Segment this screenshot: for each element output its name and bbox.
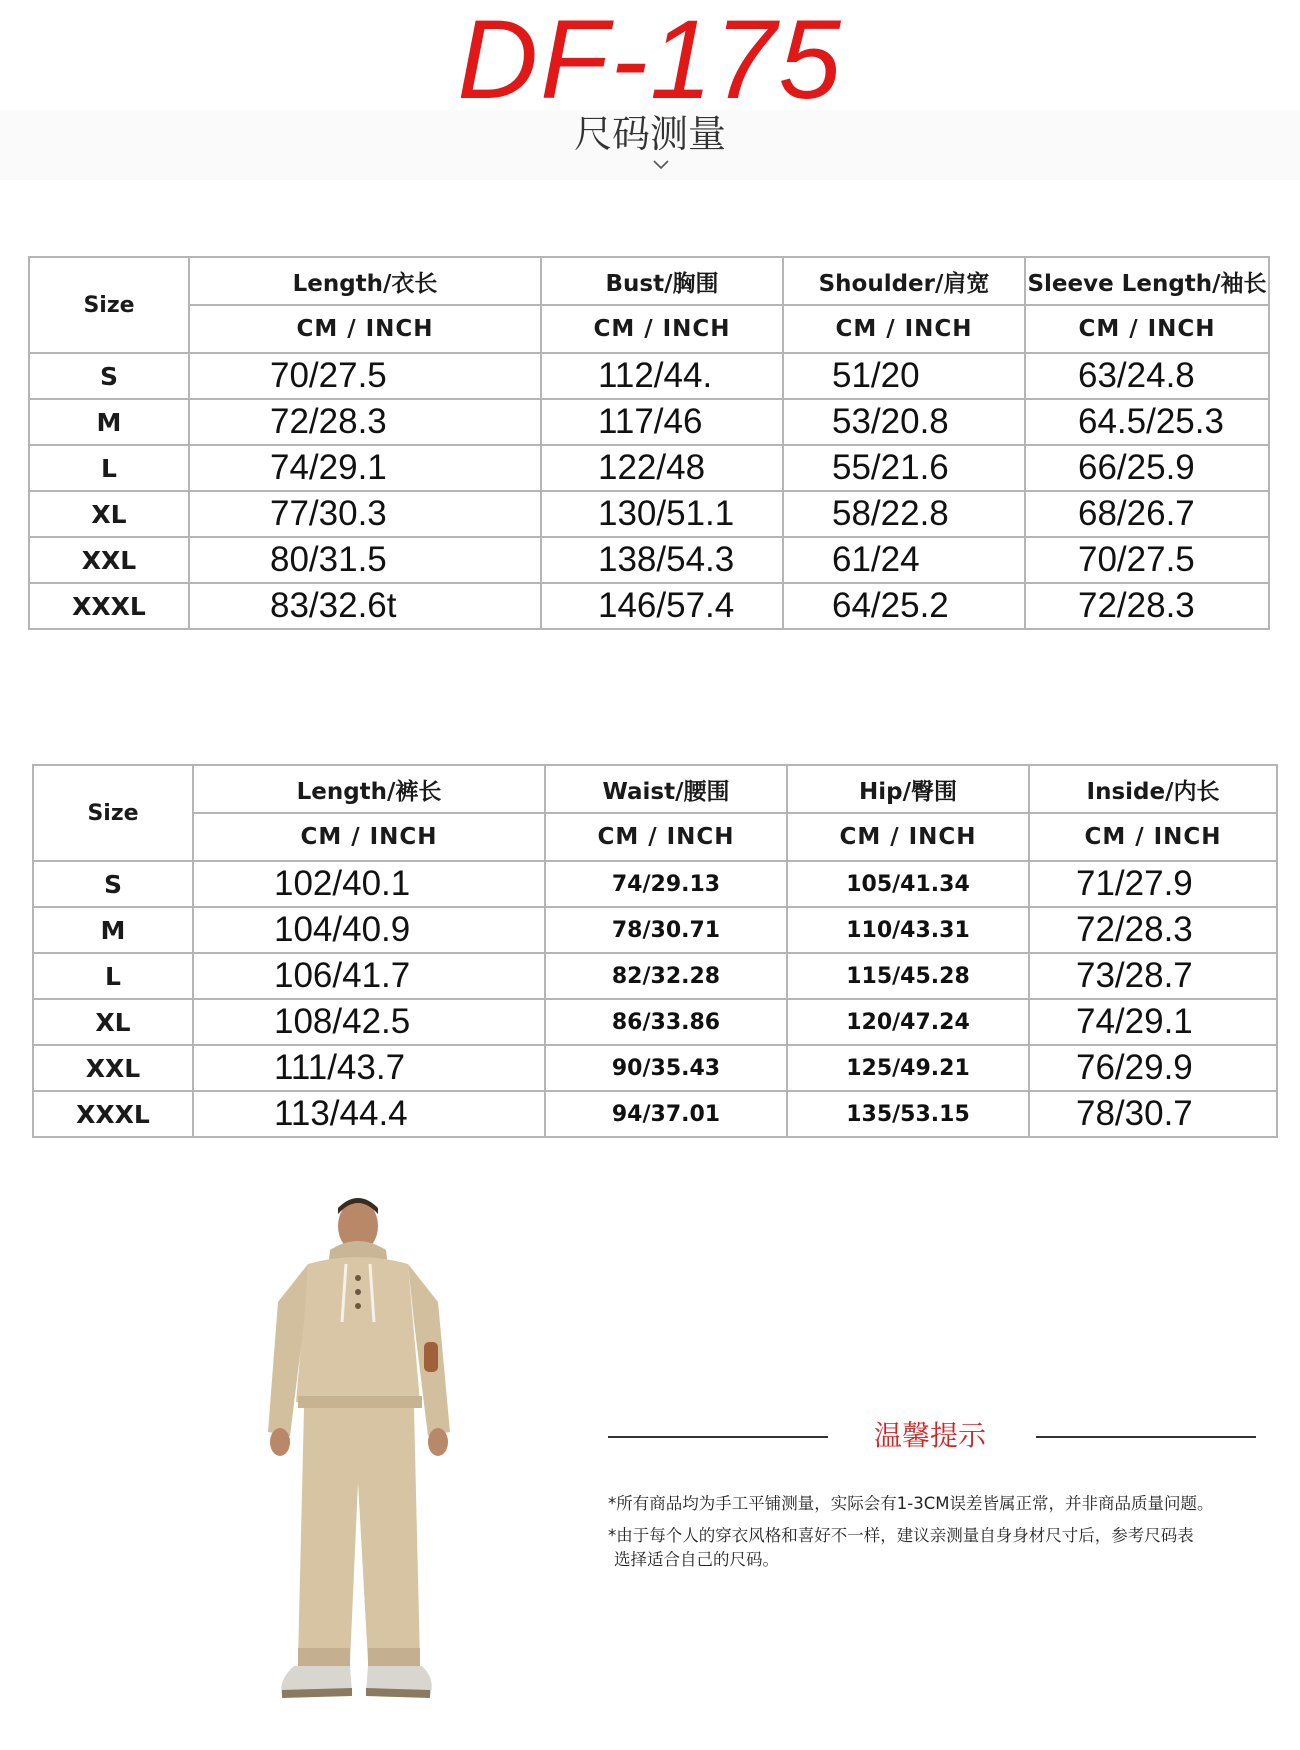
table-cell: 125/49.21 [787,1045,1029,1091]
table-cell: 110/43.31 [787,907,1029,953]
table-cell: 64/25.2 [783,583,1025,629]
size-label: S [33,861,193,907]
table-row [29,537,1269,583]
column-header: Shoulder/肩宽 [783,257,1025,305]
table-cell: 105/41.34 [787,861,1029,907]
size-label: XXXL [29,583,189,629]
size-label: M [33,907,193,953]
size-label: L [29,445,189,491]
table-cell: 58/22.8 [783,491,1025,537]
table-cell: 77/30.3 [189,491,541,537]
table-cell: 74/29.13 [545,861,787,907]
table-cell: 106/41.7 [193,953,545,999]
size-header: Size [33,765,193,861]
table-row [33,1045,1277,1091]
table-cell: 74/29.1 [1029,999,1277,1045]
table-row [33,861,1277,907]
chevron-down-icon [652,156,670,174]
table-cell: 112/44. [541,353,783,399]
size-label: XXL [33,1045,193,1091]
unit-header: CM / INCH [783,305,1025,353]
table-cell: 80/31.5 [189,537,541,583]
size-label: XXL [29,537,189,583]
table-cell: 90/35.43 [545,1045,787,1091]
size-header: Size [29,257,189,353]
table-cell: 108/42.5 [193,999,545,1045]
table-cell: 72/28.3 [189,399,541,445]
table-cell: 74/29.1 [189,445,541,491]
column-header: Length/裤长 [193,765,545,813]
column-header: Waist/腰围 [545,765,787,813]
unit-header: CM / INCH [541,305,783,353]
table-cell: 135/53.15 [787,1091,1029,1137]
column-header: Inside/内长 [1029,765,1277,813]
page-subtitle: 尺码测量 [573,112,726,156]
table-row [33,907,1277,953]
table-cell: 111/43.7 [193,1045,545,1091]
table-row [29,353,1269,399]
page-title: DF-175 [457,0,843,122]
table-cell: 146/57.4 [541,583,783,629]
column-header: Hip/臀围 [787,765,1029,813]
table-row [29,583,1269,629]
table-cell: 130/51.1 [541,491,783,537]
table-cell: 64.5/25.3 [1025,399,1269,445]
table-cell: 61/24 [783,537,1025,583]
table-row [33,1091,1277,1137]
table-cell: 78/30.71 [545,907,787,953]
table-cell: 113/44.4 [193,1091,545,1137]
size-label: L [33,953,193,999]
table-cell: 71/27.9 [1029,861,1277,907]
table-cell: 73/28.7 [1029,953,1277,999]
bottom-size-table [32,764,1278,1138]
unit-header: CM / INCH [1025,305,1269,353]
table-cell: 51/20 [783,353,1025,399]
model-photo [238,1192,478,1712]
table-cell: 72/28.3 [1029,907,1277,953]
unit-header: CM / INCH [787,813,1029,861]
column-header: Length/衣长 [189,257,541,305]
tip-line: *由于每个人的穿衣风格和喜好不一样，建议亲测量自身身材尺寸后，参考尺码表 [608,1526,1194,1545]
table-row [33,953,1277,999]
table-cell: 53/20.8 [783,399,1025,445]
table-cell: 122/48 [541,445,783,491]
unit-header: CM / INCH [545,813,787,861]
tip-line: *所有商品均为手工平铺测量，实际会有1-3CM误差皆属正常，并非商品质量问题。 [608,1494,1214,1513]
size-label: XXXL [33,1091,193,1137]
table-cell: 76/29.9 [1029,1045,1277,1091]
table-cell: 115/45.28 [787,953,1029,999]
size-label: XL [29,491,189,537]
table-cell: 66/25.9 [1025,445,1269,491]
table-cell: 70/27.5 [189,353,541,399]
table-row [33,999,1277,1045]
table-cell: 120/47.24 [787,999,1029,1045]
table-cell: 102/40.1 [193,861,545,907]
table-cell: 70/27.5 [1025,537,1269,583]
table-row [29,445,1269,491]
table-cell: 138/54.3 [541,537,783,583]
unit-header: CM / INCH [1029,813,1277,861]
size-label: XL [33,999,193,1045]
table-cell: 117/46 [541,399,783,445]
table-cell: 82/32.28 [545,953,787,999]
column-header: Sleeve Length/袖长 [1025,257,1269,305]
table-cell: 83/32.6t [189,583,541,629]
table-cell: 78/30.7 [1029,1091,1277,1137]
table-cell: 55/21.6 [783,445,1025,491]
size-label: S [29,353,189,399]
table-cell: 86/33.86 [545,999,787,1045]
table-cell: 94/37.01 [545,1091,787,1137]
table-cell: 72/28.3 [1025,583,1269,629]
unit-header: CM / INCH [193,813,545,861]
unit-header: CM / INCH [189,305,541,353]
table-cell: 68/26.7 [1025,491,1269,537]
table-row [29,399,1269,445]
column-header: Bust/胸围 [541,257,783,305]
size-label: M [29,399,189,445]
table-cell: 104/40.9 [193,907,545,953]
table-row [29,491,1269,537]
top-size-table [28,256,1270,630]
tips-title: 温馨提示 [873,1419,986,1452]
table-cell: 63/24.8 [1025,353,1269,399]
tip-line: 选择适合自己的尺码。 [614,1550,779,1569]
